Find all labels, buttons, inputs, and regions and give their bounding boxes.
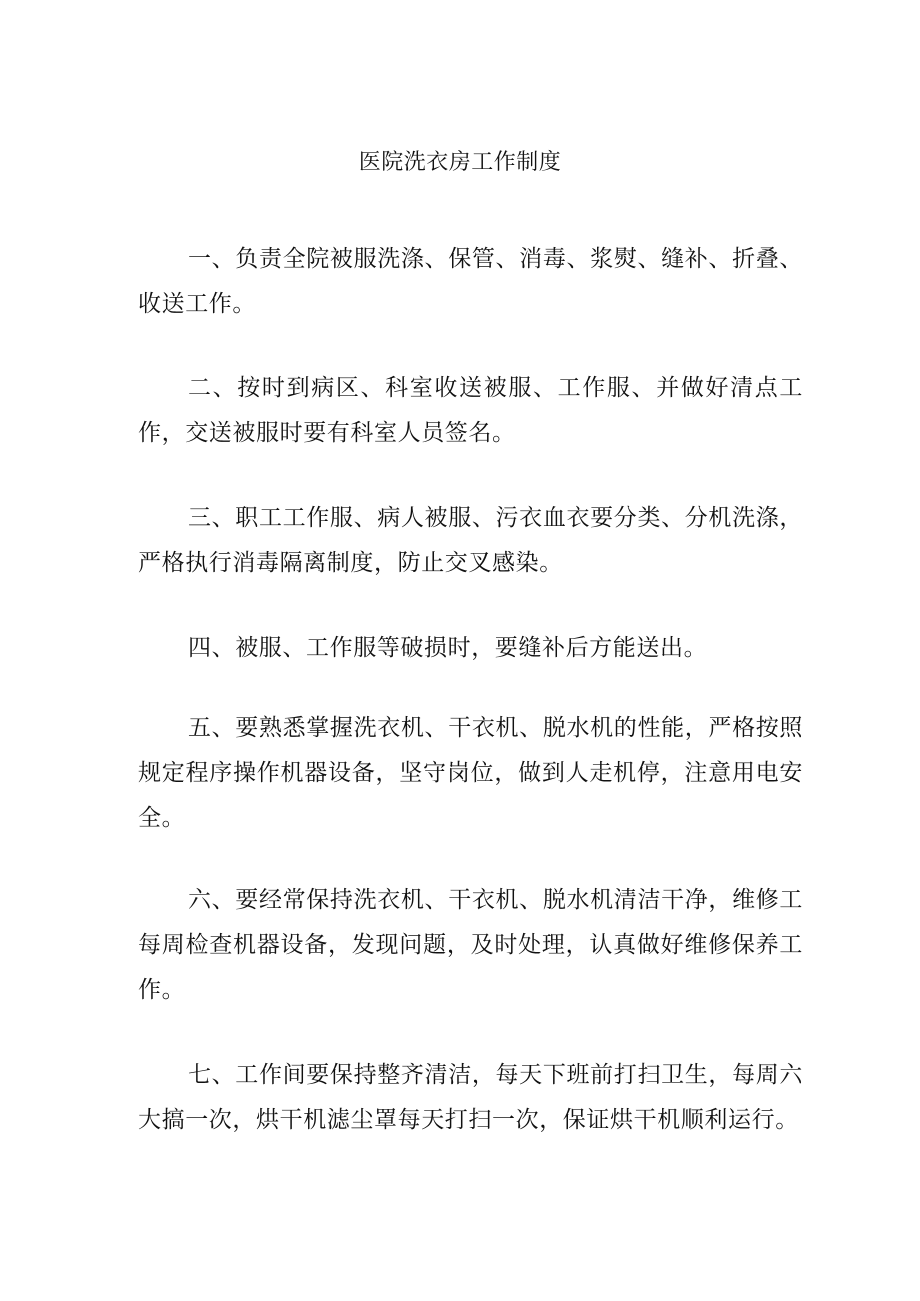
paragraph-7: 七、工作间要保持整齐清洁，每天下班前打扫卫生，每周六大搞一次，烘干机滤尘罩每天打扫一次，保证烘干机顺利运行。 xyxy=(138,1062,803,1133)
paragraph-5: 五、要熟悉掌握洗衣机、干衣机、脱水机的性能，严格按照规定程序操作机器设备，坚守岗位，做到人走机停，注意用电安全。 xyxy=(138,715,803,831)
paragraph-2: 二、按时到病区、科室收送被服、工作服、并做好清点工作，交送被服时要有科室人员签名。 xyxy=(138,375,803,446)
paragraph-3: 三、职工工作服、病人被服、污衣血衣要分类、分机洗涤，严格执行消毒隔离制度，防止交叉感染。 xyxy=(138,505,803,576)
paragraph-4: 四、被服、工作服等破损时，要缝补后方能送出。 xyxy=(188,635,708,661)
document-title: 医院洗衣房工作制度 xyxy=(358,150,562,175)
paragraph-6: 六、要经常保持洗衣机、干衣机、脱水机清洁干净，维修工每周检查机器设备，发现问题，及时处理，认真做好维修保养工作。 xyxy=(138,887,803,1003)
paragraph-1: 一、负责全院被服洗涤、保管、消毒、浆熨、缝补、折叠、收送工作。 xyxy=(138,246,803,317)
